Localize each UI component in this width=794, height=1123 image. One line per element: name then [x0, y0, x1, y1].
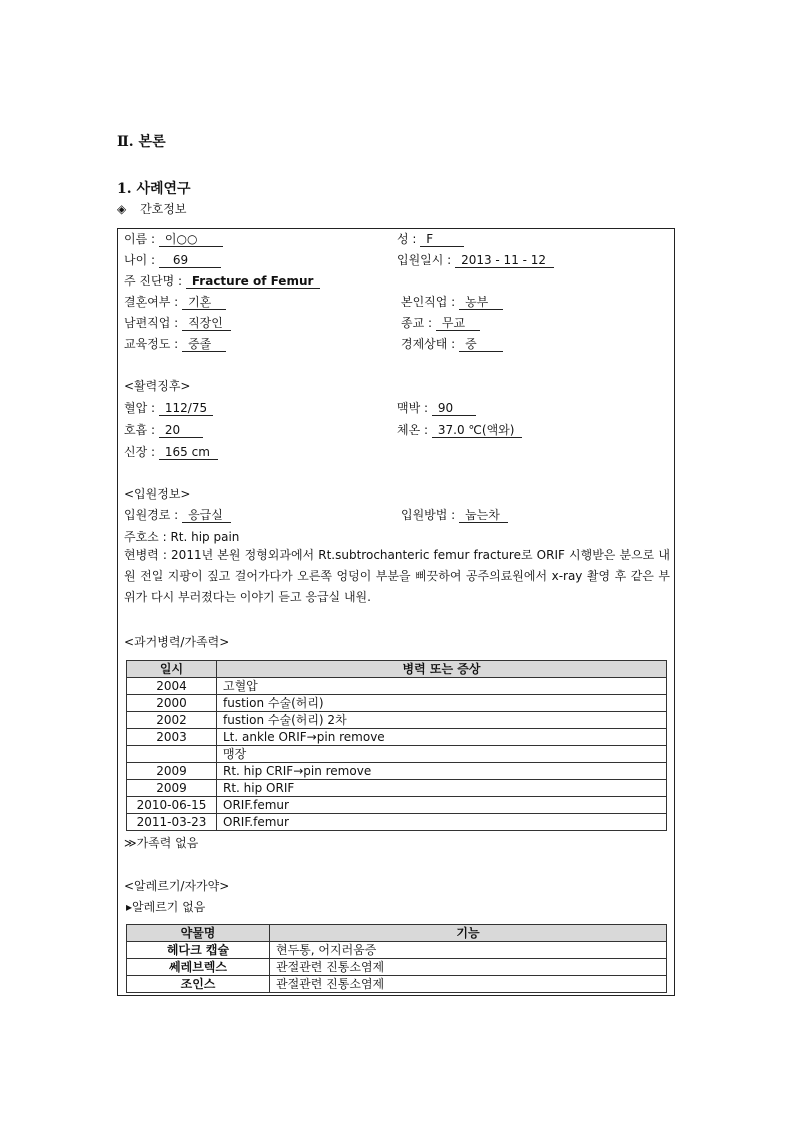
history-date-cell: 2004 — [127, 678, 217, 695]
diagnosis-value: Fracture of Femur — [186, 274, 320, 289]
method-label: 입원방법 : — [401, 508, 456, 522]
table-row — [127, 712, 667, 729]
drug-function-cell: 현두통, 어지러움증 — [270, 942, 667, 959]
column-header-history: 병력 또는 증상 — [217, 661, 667, 678]
age-label: 나이 : — [124, 253, 156, 267]
history-description-cell: 고혈압 — [217, 678, 667, 695]
history-date-cell: 2002 — [127, 712, 217, 729]
marital-label: 결혼여부 : — [124, 295, 179, 309]
route-label: 입원경로 : — [124, 508, 179, 522]
table-row — [127, 746, 667, 763]
table-row — [127, 814, 667, 831]
height-label: 신장 : — [124, 445, 156, 459]
economic-row — [401, 335, 503, 352]
history-description-cell: ORIF.femur — [217, 814, 667, 831]
resp-value: 20 — [159, 423, 203, 438]
occupation-value: 농부 — [459, 295, 503, 310]
age-value: 69 — [159, 253, 221, 268]
admission-heading: <입원정보> — [124, 487, 191, 501]
medication-table — [126, 924, 667, 993]
bp-row — [124, 399, 213, 416]
name-label: 이름 : — [124, 232, 156, 246]
vitals-heading: <활력징후> — [124, 379, 191, 393]
method-value: 눕는차 — [459, 508, 508, 523]
column-header-drug: 약물명 — [127, 925, 270, 942]
method-row — [401, 506, 508, 523]
bp-label: 혈압 : — [124, 401, 156, 415]
section-heading: Ⅱ. 본론 — [117, 134, 166, 150]
history-description-cell: Rt. hip ORIF — [217, 780, 667, 797]
table-row — [127, 729, 667, 746]
education-value: 중졸 — [182, 337, 226, 352]
bp-value: 112/75 — [159, 401, 213, 416]
economic-label: 경제상태 : — [401, 337, 456, 351]
name-row — [124, 230, 223, 247]
economic-value: 중 — [459, 337, 503, 352]
past-history-heading: <과거병력/가족력> — [124, 635, 230, 649]
admit-date-row — [397, 251, 554, 268]
admit-date-label: 입원일시 : — [397, 253, 452, 267]
temp-value: 37.0 ℃(액와) — [432, 423, 523, 438]
table-row — [127, 976, 667, 993]
history-description-cell: 맹장 — [217, 746, 667, 763]
table-row — [127, 678, 667, 695]
history-description-cell: ORIF.femur — [217, 797, 667, 814]
occupation-row — [401, 293, 503, 310]
history-description-cell: Rt. hip CRIF→pin remove — [217, 763, 667, 780]
table-row — [127, 942, 667, 959]
bullet-title: 간호정보 — [140, 202, 187, 216]
education-row — [124, 335, 226, 352]
pulse-label: 맥박 : — [397, 401, 429, 415]
spouse-job-value: 직장인 — [182, 316, 231, 331]
height-row — [124, 443, 218, 460]
allergy-heading: <알레르기/자가약> — [124, 879, 230, 893]
table-row — [127, 780, 667, 797]
history-description-cell: fustion 수술(허리) 2차 — [217, 712, 667, 729]
chief-complaint: 주호소 : Rt. hip pain — [124, 530, 240, 544]
occupation-label: 본인직업 : — [401, 295, 456, 309]
diagnosis-label: 주 진단명 : — [124, 274, 183, 288]
pulse-row — [397, 399, 476, 416]
table-row — [127, 695, 667, 712]
temp-label: 체온 : — [397, 423, 429, 437]
marital-row — [124, 293, 226, 310]
bullet-line — [117, 201, 186, 217]
table-row — [127, 959, 667, 976]
spouse-job-label: 남편직업 : — [124, 316, 179, 330]
history-description-cell: fustion 수술(허리) — [217, 695, 667, 712]
diagnosis-row — [124, 272, 320, 289]
history-date-cell: 2011-03-23 — [127, 814, 217, 831]
history-date-cell — [127, 746, 217, 763]
temp-row — [397, 421, 522, 438]
religion-value: 무교 — [436, 316, 480, 331]
history-description-cell: Lt. ankle ORIF→pin remove — [217, 729, 667, 746]
history-date-cell: 2003 — [127, 729, 217, 746]
history-date-cell: 2009 — [127, 763, 217, 780]
table-row — [127, 763, 667, 780]
age-row — [124, 251, 221, 268]
history-date-cell: 2000 — [127, 695, 217, 712]
medication-header-row — [127, 925, 667, 942]
column-header-date: 일시 — [127, 661, 217, 678]
marital-value: 기혼 — [182, 295, 226, 310]
table-row — [127, 797, 667, 814]
column-header-function: 기능 — [270, 925, 667, 942]
past-history-table — [126, 660, 667, 831]
height-value: 165 cm — [159, 445, 218, 460]
subsection-heading: 1. 사례연구 — [117, 181, 191, 197]
religion-row — [401, 314, 480, 331]
spouse-job-row — [124, 314, 231, 331]
family-history-note: ≫가족력 없음 — [124, 836, 199, 850]
resp-row — [124, 421, 203, 438]
drug-name-cell: 조인스 — [127, 976, 270, 993]
religion-label: 종교 : — [401, 316, 433, 330]
drug-name-cell: 헤다크 캡슐 — [127, 942, 270, 959]
name-value: 이○○ — [159, 232, 223, 247]
drug-function-cell: 관절관련 진통소염제 — [270, 976, 667, 993]
sex-row — [397, 230, 464, 247]
sex-value: F — [420, 232, 464, 247]
pulse-value: 90 — [432, 401, 476, 416]
present-illness: 현병력 : 2011년 본원 정형외과에서 Rt.subtrochanteric femur fracture로 ORIF 시행받은 분으로 내원 전일 지팡이 짚고 걸어가다가 오른쪽 엉덩이 부분을 삐끗하여 공주의료원에서 x-ray 촬영 후 같은 부위가 다시 부러졌다는 이야기 듣고 응급실 내원. — [124, 548, 670, 604]
past-history-header-row — [127, 661, 667, 678]
history-date-cell: 2010-06-15 — [127, 797, 217, 814]
route-row — [124, 506, 231, 523]
sex-label: 성 : — [397, 232, 417, 246]
drug-function-cell: 관절관련 진통소염제 — [270, 959, 667, 976]
education-label: 교육정도 : — [124, 337, 179, 351]
diamond-bullet-icon: ◈ — [117, 202, 127, 216]
drug-name-cell: 쎄레브렉스 — [127, 959, 270, 976]
route-value: 응급실 — [182, 508, 231, 523]
admit-date-value: 2013 - 11 - 12 — [455, 253, 554, 268]
history-date-cell: 2009 — [127, 780, 217, 797]
allergy-note: ▸알레르기 없음 — [126, 900, 206, 914]
resp-label: 호흡 : — [124, 423, 156, 437]
